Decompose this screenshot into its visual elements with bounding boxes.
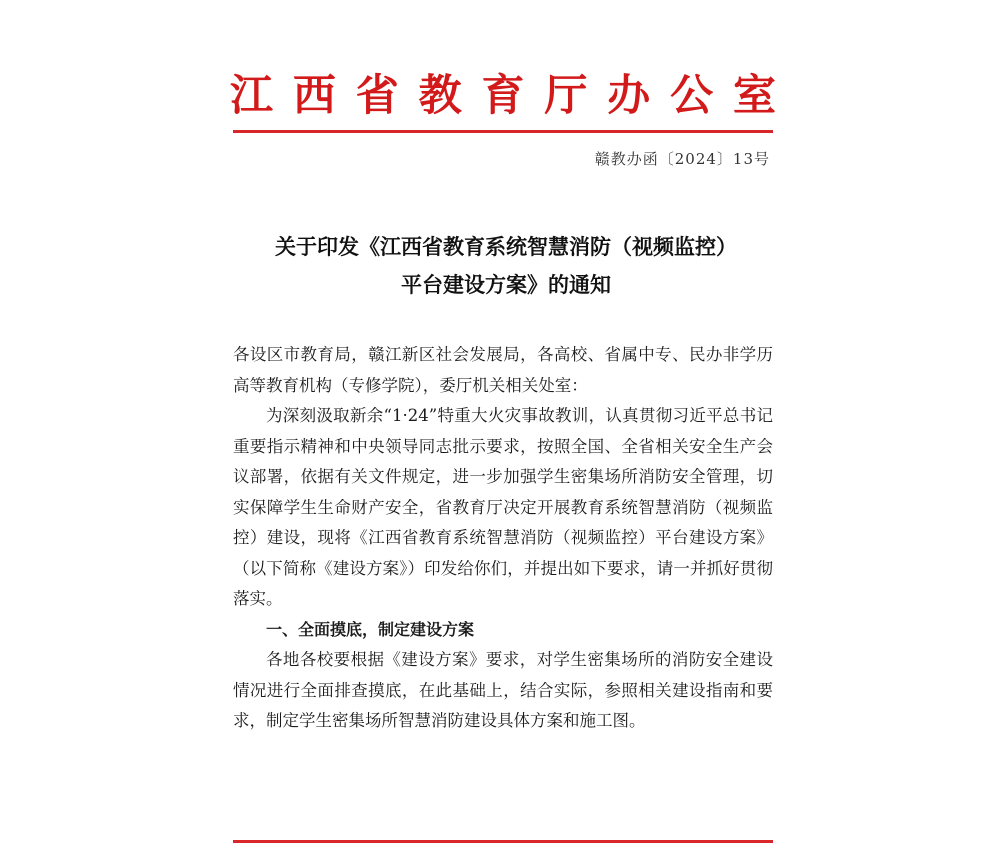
section-1-paragraph: 各地各校要根据《建设方案》要求，对学生密集场所的消防安全建设情况进行全面排查摸底，在此基础上，结合实际，参照相关建设指南和要求，制定学生密集场所智慧消防建设具体方案和施工图。	[233, 650, 773, 730]
notice-title-line-2: 平台建设方案》的通知	[401, 273, 611, 297]
header-red-rule	[233, 130, 773, 133]
document-body	[233, 340, 773, 737]
office-name-header: 江西省教育厅办公室	[230, 71, 778, 121]
section-1-heading: 一、全面摸底，制定建设方案	[266, 619, 475, 639]
document-number: 赣教办函〔2024〕13号	[594, 150, 770, 168]
notice-title-line-1: 关于印发《江西省教育系统智慧消防（视频监控）	[275, 235, 737, 259]
intro-paragraph: 为深刻汲取新余“1·24”特重大火灾事故教训，认真贯彻习近平总书记重要指示精神和中央领导同志批示要求，按照全国、全省相关安全生产会议部署，依据有关文件规定，进一步加强学生密集场所消防安全管理，切实保障学生生命财产安全，省教育厅决定开展教育系统智慧消防（视频监控）建设，现将《江西省教育系统智慧消防（视频监控）平台建设方案》（以下简称《建设方案》）印发给你们，并提出如下要求，请一并抓好贯彻落实。	[233, 406, 773, 608]
footer-red-rule	[233, 840, 773, 843]
notice-title	[226, 228, 786, 304]
recipients-paragraph: 各设区市教育局，赣江新区社会发展局，各高校、省属中专、民办非学历高等教育机构（专修学院），委厅机关相关处室：	[233, 345, 773, 395]
